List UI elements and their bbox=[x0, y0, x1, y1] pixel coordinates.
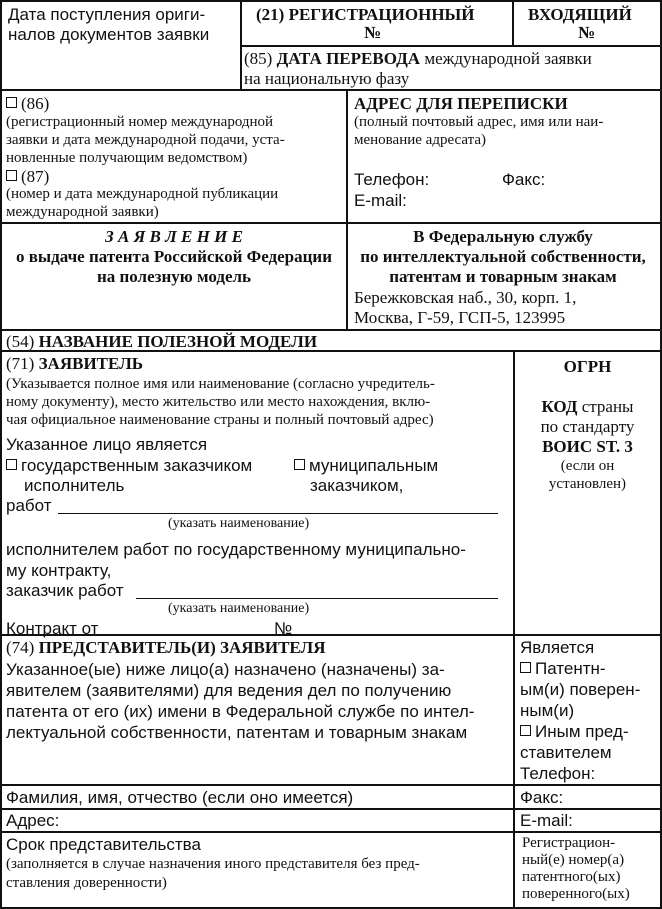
correspondence-phone: Телефон: bbox=[354, 170, 430, 189]
correspondence-title: АДРЕС ДЛЯ ПЕРЕПИСКИ bbox=[354, 94, 568, 113]
transfer-date-label-2: на национальную фазу bbox=[244, 69, 410, 88]
country-code-rest: страны bbox=[581, 397, 634, 416]
rule-h-header1 bbox=[240, 45, 662, 47]
other-representative-label: Иным пред- bbox=[535, 722, 629, 741]
applicant-hint-2: ному документу), место жительство или место нахождения, вклю- bbox=[6, 394, 431, 410]
representative-text-3: патента от его (их) имени в Федеральной службе по интел- bbox=[6, 702, 475, 721]
rule-h-rep3 bbox=[0, 831, 662, 833]
incoming-label: ВХОДЯЩИЙ bbox=[528, 5, 632, 24]
receipt-date-label-2: налов документов заявки bbox=[8, 25, 210, 44]
frame-left bbox=[0, 0, 2, 909]
field-54-label: НАЗВАНИЕ ПОЛЕЗНОЙ МОДЕЛИ bbox=[38, 332, 318, 351]
works-name-field[interactable] bbox=[58, 513, 498, 514]
municipal-customer-label: муниципальным bbox=[309, 456, 439, 475]
field-71-label: ЗАЯВИТЕЛЬ bbox=[38, 354, 144, 373]
correspondence-hint-2: менование адресата) bbox=[354, 132, 487, 148]
customer-works-label: заказчик работ bbox=[6, 581, 124, 600]
recipient-line-2: по интеллектуальной собственности, bbox=[360, 247, 646, 266]
receipt-date-label: Дата поступления ориги- bbox=[8, 5, 206, 24]
executor-label: исполнитель bbox=[24, 476, 125, 495]
field-54-code: (54) bbox=[6, 332, 35, 351]
country-code-bold: КОД bbox=[541, 397, 578, 416]
ogrn-label: ОГРН bbox=[563, 357, 612, 376]
representative-text-1: Указанное(ые) ниже лицо(а) назначено (назначены) за- bbox=[6, 660, 445, 679]
rule-h-rep2 bbox=[0, 808, 662, 810]
representative-phone: Телефон: bbox=[520, 764, 596, 783]
rule-h-header2 bbox=[0, 89, 662, 91]
application-block bbox=[2, 228, 346, 328]
representative-heading bbox=[6, 639, 325, 656]
contract-date-field[interactable] bbox=[114, 635, 270, 636]
transfer-date-label bbox=[244, 50, 592, 67]
state-customer-checkbox[interactable] bbox=[6, 459, 17, 470]
contract-from-label: Контракт от bbox=[6, 619, 99, 638]
reg-number-symbol: № bbox=[364, 23, 382, 42]
field-86-code: (86) bbox=[21, 94, 50, 113]
field-86-hint-1: (регистрационный номер международной bbox=[6, 114, 274, 130]
customer-works-field[interactable] bbox=[136, 598, 498, 599]
representative-email: E-mail: bbox=[520, 811, 573, 830]
recipient-address-1: Бережковская наб., 30, корп. 1, bbox=[354, 288, 577, 307]
field-86 bbox=[6, 95, 49, 112]
contract-no-label: № bbox=[274, 619, 293, 638]
reg-number-code: (21) РЕГИСТРАЦИОННЫЙ bbox=[256, 5, 475, 24]
address-field: Адрес: bbox=[6, 811, 60, 830]
recipient-line-1: В Федеральную службу bbox=[413, 228, 593, 246]
representative-is-label: Является bbox=[520, 638, 595, 657]
transfer-code: (85) bbox=[244, 49, 273, 68]
patent-attorney-checkbox[interactable] bbox=[520, 662, 531, 673]
field-74-code: (74) bbox=[6, 638, 35, 657]
attorney-reg-number-3: патентного(ых) bbox=[522, 869, 621, 885]
incoming-symbol: № bbox=[578, 23, 596, 42]
reg-number-label bbox=[256, 6, 474, 23]
field-87-code: (87) bbox=[21, 167, 50, 186]
rule-v-header-a bbox=[240, 0, 242, 91]
transfer-rest: международной заявки bbox=[424, 49, 592, 68]
other-representative-checkbox[interactable] bbox=[520, 725, 531, 736]
works-specify-hint: (указать наименование) bbox=[168, 516, 310, 531]
recipient-block bbox=[348, 228, 660, 328]
field-71-code: (71) bbox=[6, 354, 35, 373]
correspondence-email: E-mail: bbox=[354, 191, 407, 210]
attorney-reg-number-1: Регистрацион- bbox=[522, 835, 616, 851]
customer-works-hint: (указать наименование) bbox=[168, 601, 310, 616]
frame-top bbox=[0, 0, 662, 2]
correspondence-fax: Факс: bbox=[502, 170, 546, 189]
field-86-hint-3: новленные получающим ведомством) bbox=[6, 150, 248, 166]
rule-h-mid1 bbox=[0, 222, 662, 224]
transfer-bold: ДАТА ПЕРЕВОДА bbox=[276, 49, 421, 68]
utility-model-name-field bbox=[6, 333, 317, 350]
person-is-label: Указанное лицо является bbox=[6, 435, 208, 454]
checkbox-86[interactable] bbox=[6, 97, 17, 108]
state-customer-label: государственным заказчиком bbox=[21, 456, 253, 475]
attorney-reg-number-2: ный(е) номер(а) bbox=[522, 852, 625, 868]
applicant-hint-3: чая официальное наименование страны и полный почтовый адрес) bbox=[6, 412, 434, 428]
field-86-hint-2: заявки и дата международной подачи, уста- bbox=[6, 132, 285, 148]
representation-term-hint-1: (заполняется в случае назначения иного представителя без пред- bbox=[6, 856, 420, 872]
ogrn-block bbox=[515, 352, 660, 634]
representative-fax: Факс: bbox=[520, 788, 564, 807]
country-code-line-3: ВОИС ST. 3 bbox=[542, 437, 633, 456]
application-title: З А Я В Л Е Н И Е bbox=[105, 228, 243, 246]
other-representative-label-2: ставителем bbox=[520, 743, 612, 762]
field-87 bbox=[6, 168, 49, 185]
patent-attorney-option[interactable] bbox=[520, 660, 606, 677]
municipal-customer-option[interactable] bbox=[294, 457, 438, 474]
country-code-line-5: установлен) bbox=[548, 476, 627, 492]
field-87-hint-2: международной заявки) bbox=[6, 204, 159, 220]
patent-attorney-label-2: ым(и) поверен- bbox=[520, 680, 641, 699]
patent-attorney-label-3: ным(и) bbox=[520, 701, 575, 720]
representative-text-4: лектуальной собственности, патентам и товарным знакам bbox=[6, 723, 468, 742]
representative-text-2: явителем (заявителями) для ведения дел по получению bbox=[6, 681, 452, 700]
contract-number-field[interactable] bbox=[296, 635, 496, 636]
country-code-label bbox=[515, 398, 660, 415]
application-subtitle-2: на полезную модель bbox=[96, 267, 252, 286]
applicant-heading bbox=[6, 355, 143, 372]
recipient-address-2: Москва, Г-59, ГСП-5, 123995 bbox=[354, 308, 566, 327]
checkbox-87[interactable] bbox=[6, 170, 17, 181]
contract-text-1: исполнителем работ по государственному муниципально- bbox=[6, 540, 466, 559]
applicant-hint-1: (Указывается полное имя или наименование (согласно учредитель- bbox=[6, 376, 435, 392]
full-name-field: Фамилия, имя, отчество (если оно имеется) bbox=[6, 788, 354, 807]
correspondence-hint-1: (полный почтовый адрес, имя или наи- bbox=[354, 114, 604, 130]
rule-h-rep1 bbox=[0, 784, 662, 786]
works-label: работ bbox=[6, 496, 52, 515]
country-code-line-2: по стандарту bbox=[540, 417, 635, 436]
attorney-reg-number-4: поверенного(ых) bbox=[522, 886, 630, 902]
country-code-line-4: (если он bbox=[560, 458, 615, 474]
municipal-customer-checkbox[interactable] bbox=[294, 459, 305, 470]
field-74-label: ПРЕДСТАВИТЕЛЬ(И) ЗАЯВИТЕЛЯ bbox=[38, 638, 326, 657]
rule-h-mid2 bbox=[0, 329, 662, 331]
representation-term-hint-2: ставления доверенности) bbox=[6, 875, 167, 891]
field-87-hint-1: (номер и дата международной публикации bbox=[6, 186, 279, 202]
state-customer-option[interactable] bbox=[6, 457, 252, 474]
rule-v-header-b bbox=[512, 0, 514, 46]
other-representative-option[interactable] bbox=[520, 723, 629, 740]
application-subtitle-1: о выдаче патента Российской Федерации bbox=[15, 247, 333, 266]
patent-attorney-label: Патентн- bbox=[535, 659, 606, 678]
municipal-customer-label-2: заказчиком, bbox=[310, 476, 404, 495]
contract-text-2: му контракту, bbox=[6, 561, 112, 580]
recipient-line-3: патентам и товарным знакам bbox=[389, 267, 617, 286]
representation-term-label: Срок представительства bbox=[6, 835, 201, 854]
